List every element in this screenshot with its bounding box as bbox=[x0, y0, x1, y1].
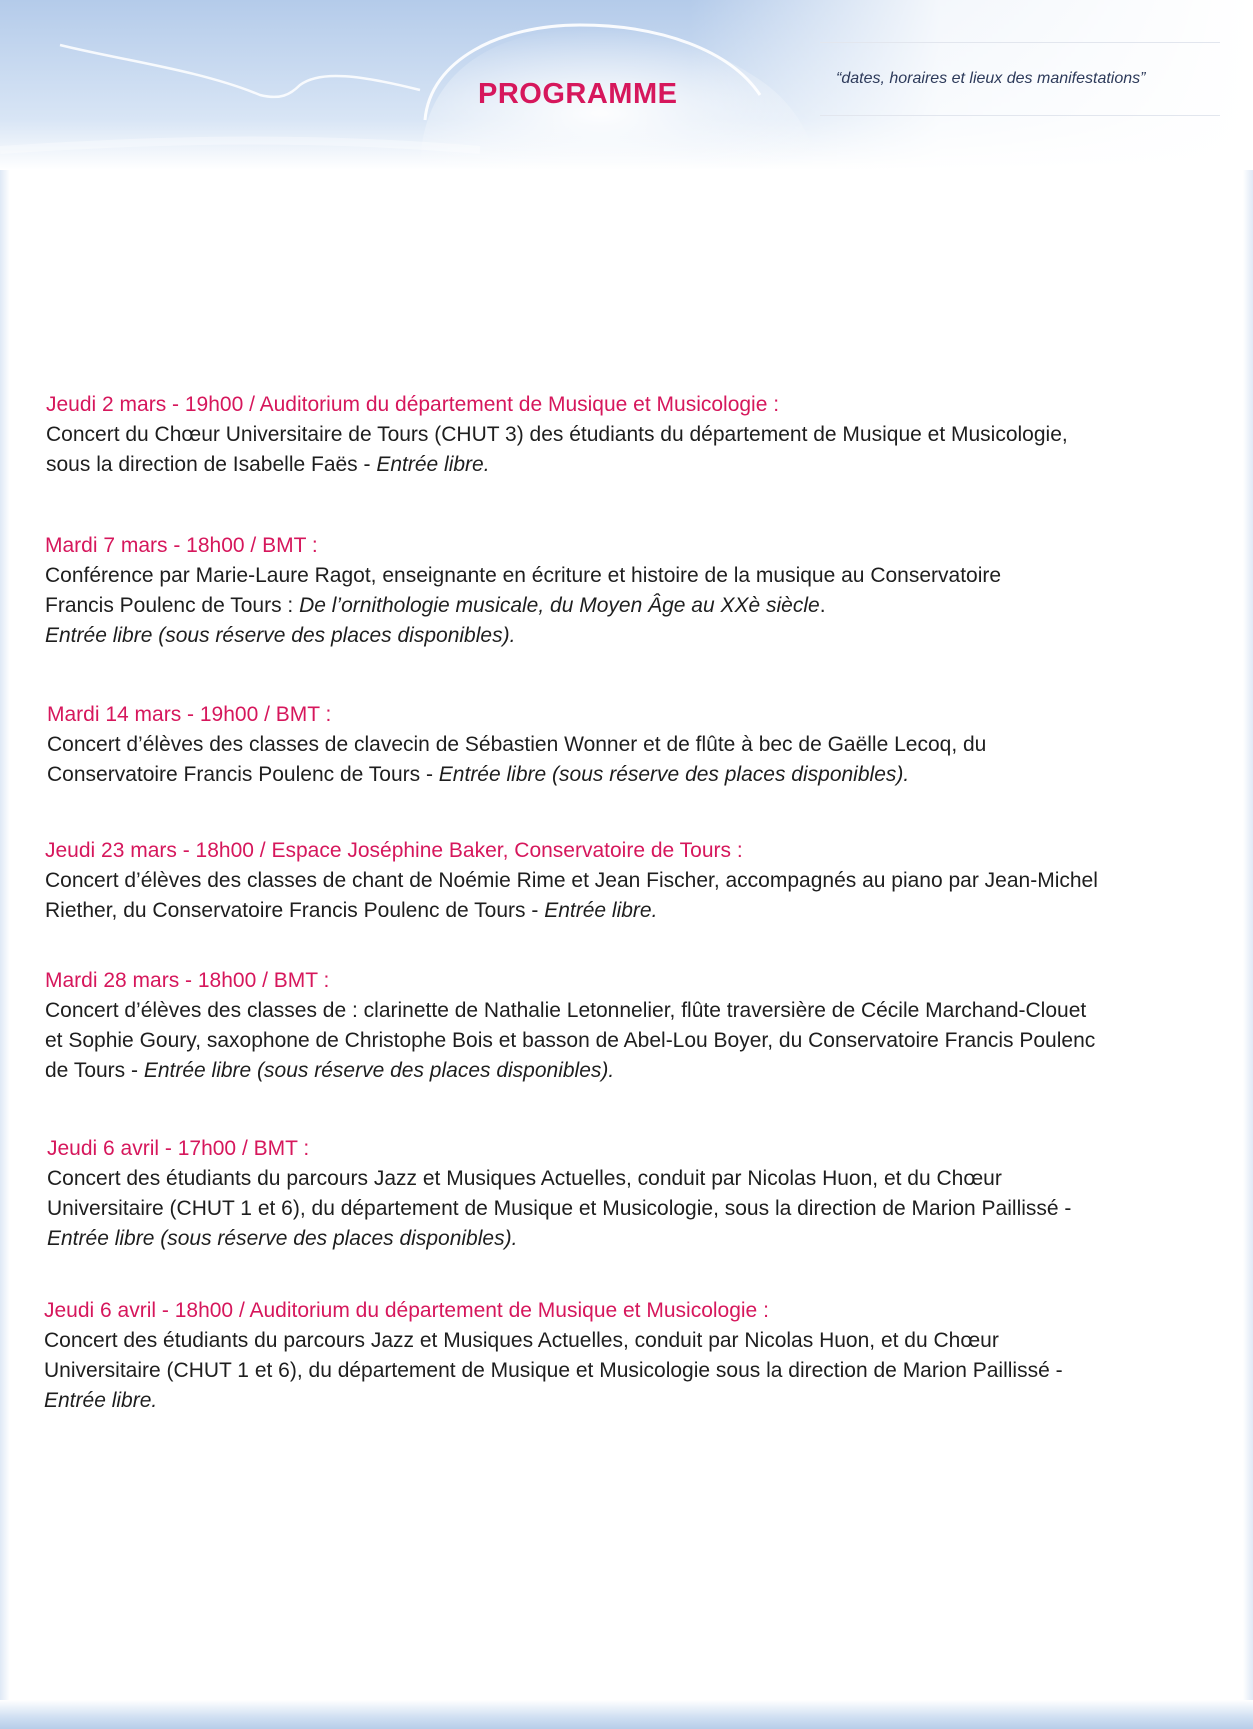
event-line: Riether, du Conservatoire Francis Poulenc de Tours - Entrée libre. bbox=[45, 899, 658, 922]
event-heading: Mardi 28 mars - 18h00 / BMT : bbox=[45, 969, 330, 992]
page-title: PROGRAMME bbox=[478, 78, 678, 110]
event-item bbox=[47, 700, 1227, 790]
event-line: Concert d’élèves des classes de clavecin de Sébastien Wonner et de flûte à bec de Gaëlle Lecoq, du bbox=[47, 733, 987, 756]
event-line: Conférence par Marie-Laure Ragot, enseignante en écriture et histoire de la musique au Conservatoire bbox=[45, 564, 1002, 587]
event-heading: Mardi 7 mars - 18h00 / BMT : bbox=[45, 534, 318, 557]
event-heading: Jeudi 23 mars - 18h00 / Espace Joséphine Baker, Conservatoire de Tours : bbox=[45, 839, 743, 862]
header-rule-top bbox=[820, 42, 1220, 43]
event-item bbox=[47, 1134, 1227, 1254]
header-rule-bottom bbox=[820, 115, 1220, 116]
event-line: Universitaire (CHUT 1 et 6), du département de Musique et Musicologie sous la direction de Marion Paillissé - bbox=[44, 1359, 1063, 1382]
event-line: sous la direction de Isabelle Faës - Entrée libre. bbox=[46, 453, 490, 476]
event-item bbox=[45, 966, 1225, 1086]
footer-band bbox=[0, 1700, 1253, 1729]
event-line: Concert des étudiants du parcours Jazz et Musiques Actuelles, conduit par Nicolas Huon, et du Chœur bbox=[44, 1329, 999, 1352]
event-heading: Mardi 14 mars - 19h00 / BMT : bbox=[47, 703, 332, 726]
event-line: Entrée libre (sous réserve des places disponibles). bbox=[45, 624, 516, 647]
event-line: Concert d’élèves des classes de : clarinette de Nathalie Letonnelier, flûte traversière de Cécile Marchand-Clouet bbox=[45, 999, 1087, 1022]
event-line: Francis Poulenc de Tours : De l’ornithologie musicale, du Moyen Âge au XXè siècle. bbox=[45, 594, 826, 617]
event-item bbox=[46, 390, 1226, 480]
event-line: Entrée libre. bbox=[44, 1389, 158, 1412]
event-item bbox=[45, 836, 1225, 926]
event-line: Concert des étudiants du parcours Jazz et Musiques Actuelles, conduit par Nicolas Huon, et du Chœur bbox=[47, 1167, 1002, 1190]
event-line: Entrée libre (sous réserve des places disponibles). bbox=[47, 1227, 518, 1250]
page-subtitle: “dates, horaires et lieux des manifestations” bbox=[836, 70, 1146, 87]
event-line: Concert du Chœur Universitaire de Tours (CHUT 3) des étudiants du département de Musique et Musicologie, bbox=[46, 423, 1068, 446]
event-line: Concert d’élèves des classes de chant de Noémie Rime et Jean Fischer, accompagnés au piano par Jean-Michel bbox=[45, 869, 1098, 892]
header-banner bbox=[0, 0, 1253, 170]
event-item bbox=[44, 1296, 1224, 1416]
event-heading: Jeudi 6 avril - 17h00 / BMT : bbox=[47, 1137, 310, 1160]
event-heading: Jeudi 2 mars - 19h00 / Auditorium du département de Musique et Musicologie : bbox=[46, 393, 780, 416]
event-item bbox=[45, 531, 1225, 651]
event-line: et Sophie Goury, saxophone de Christophe Bois et basson de Abel-Lou Boyer, du Conservatoire Francis Poulenc bbox=[45, 1029, 1096, 1052]
event-heading: Jeudi 6 avril - 18h00 / Auditorium du département de Musique et Musicologie : bbox=[44, 1299, 769, 1322]
event-line: Conservatoire Francis Poulenc de Tours - Entrée libre (sous réserve des places disponibles). bbox=[47, 763, 910, 786]
event-line: Universitaire (CHUT 1 et 6), du département de Musique et Musicologie, sous la direction de Marion Paillissé - bbox=[47, 1197, 1072, 1220]
event-line: de Tours - Entrée libre (sous réserve des places disponibles). bbox=[45, 1059, 615, 1082]
